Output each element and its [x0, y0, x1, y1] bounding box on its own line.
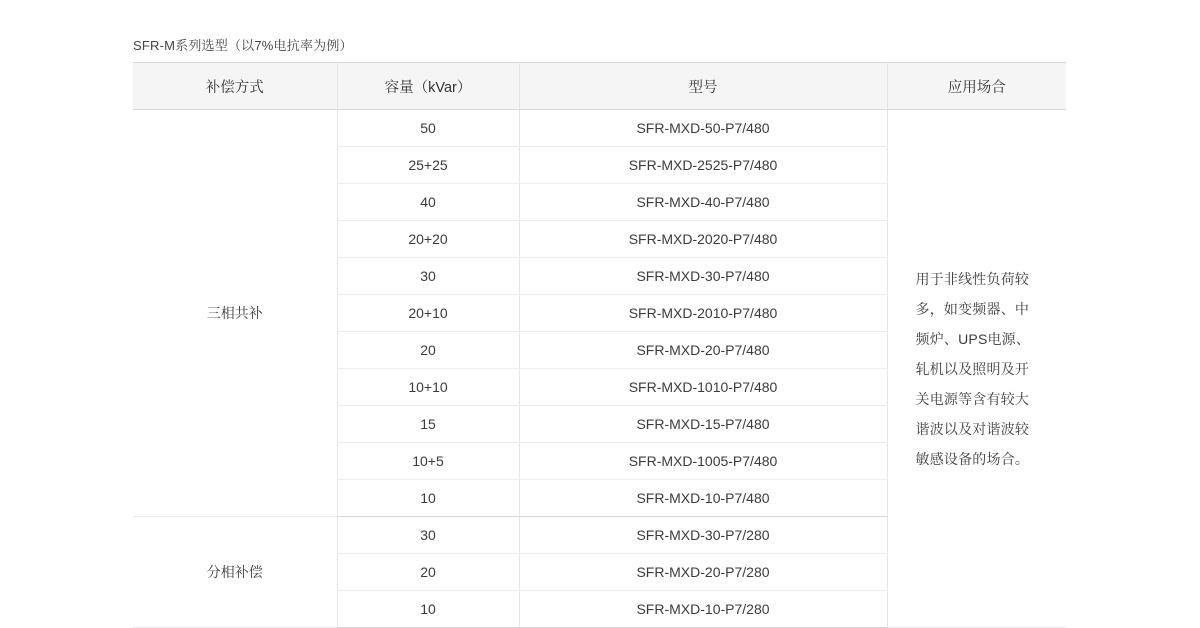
cell-capacity: 20+10 — [337, 295, 519, 332]
cell-capacity: 10+10 — [337, 369, 519, 406]
cell-application — [887, 110, 1066, 628]
cell-model: SFR-MXD-30-P7/480 — [519, 258, 887, 295]
cell-capacity: 15 — [337, 406, 519, 443]
cell-model: SFR-MXD-2525-P7/480 — [519, 147, 887, 184]
cell-capacity: 10+5 — [337, 443, 519, 480]
cell-capacity: 10 — [337, 591, 519, 628]
cell-capacity: 40 — [337, 184, 519, 221]
cell-model: SFR-MXD-2020-P7/480 — [519, 221, 887, 258]
cell-capacity: 50 — [337, 110, 519, 147]
cell-capacity: 25+25 — [337, 147, 519, 184]
cell-model: SFR-MXD-2010-P7/480 — [519, 295, 887, 332]
cell-model: SFR-MXD-1010-P7/480 — [519, 369, 887, 406]
cell-model: SFR-MXD-20-P7/480 — [519, 332, 887, 369]
cell-capacity: 10 — [337, 480, 519, 517]
table-header — [133, 63, 1066, 110]
spec-table-wrapper — [133, 62, 1066, 628]
cell-model: SFR-MXD-20-P7/280 — [519, 554, 887, 591]
cell-model: SFR-MXD-10-P7/280 — [519, 591, 887, 628]
header-model: 型号 — [519, 63, 887, 110]
table-row — [133, 110, 1066, 147]
cell-capacity: 20 — [337, 332, 519, 369]
cell-model: SFR-MXD-15-P7/480 — [519, 406, 887, 443]
table-header-row — [133, 63, 1066, 110]
spec-table — [133, 62, 1066, 628]
cell-capacity: 20+20 — [337, 221, 519, 258]
header-application: 应用场合 — [887, 63, 1066, 110]
cell-capacity: 30 — [337, 517, 519, 554]
application-text: 用于非线性负荷较多，如变频器、中频炉、UPS电源、轧机以及照明及开关电源等含有较大谐波以及对谐波较敏感设备的场合。 — [915, 270, 1031, 467]
cell-model: SFR-MXD-1005-P7/480 — [519, 443, 887, 480]
cell-compensation-mode: 三相共补 — [133, 110, 337, 517]
header-capacity: 容量（kVar） — [337, 63, 519, 110]
cell-model: SFR-MXD-30-P7/280 — [519, 517, 887, 554]
cell-capacity: 20 — [337, 554, 519, 591]
cell-compensation-mode: 分相补偿 — [133, 517, 337, 628]
table-caption: SFR-M系列选型（以7%电抗率为例） — [133, 38, 353, 53]
table-body — [133, 110, 1066, 628]
cell-model: SFR-MXD-50-P7/480 — [519, 110, 887, 147]
cell-model: SFR-MXD-40-P7/480 — [519, 184, 887, 221]
cell-model: SFR-MXD-10-P7/480 — [519, 480, 887, 517]
cell-capacity: 30 — [337, 258, 519, 295]
header-compensation-mode: 补偿方式 — [133, 63, 337, 110]
